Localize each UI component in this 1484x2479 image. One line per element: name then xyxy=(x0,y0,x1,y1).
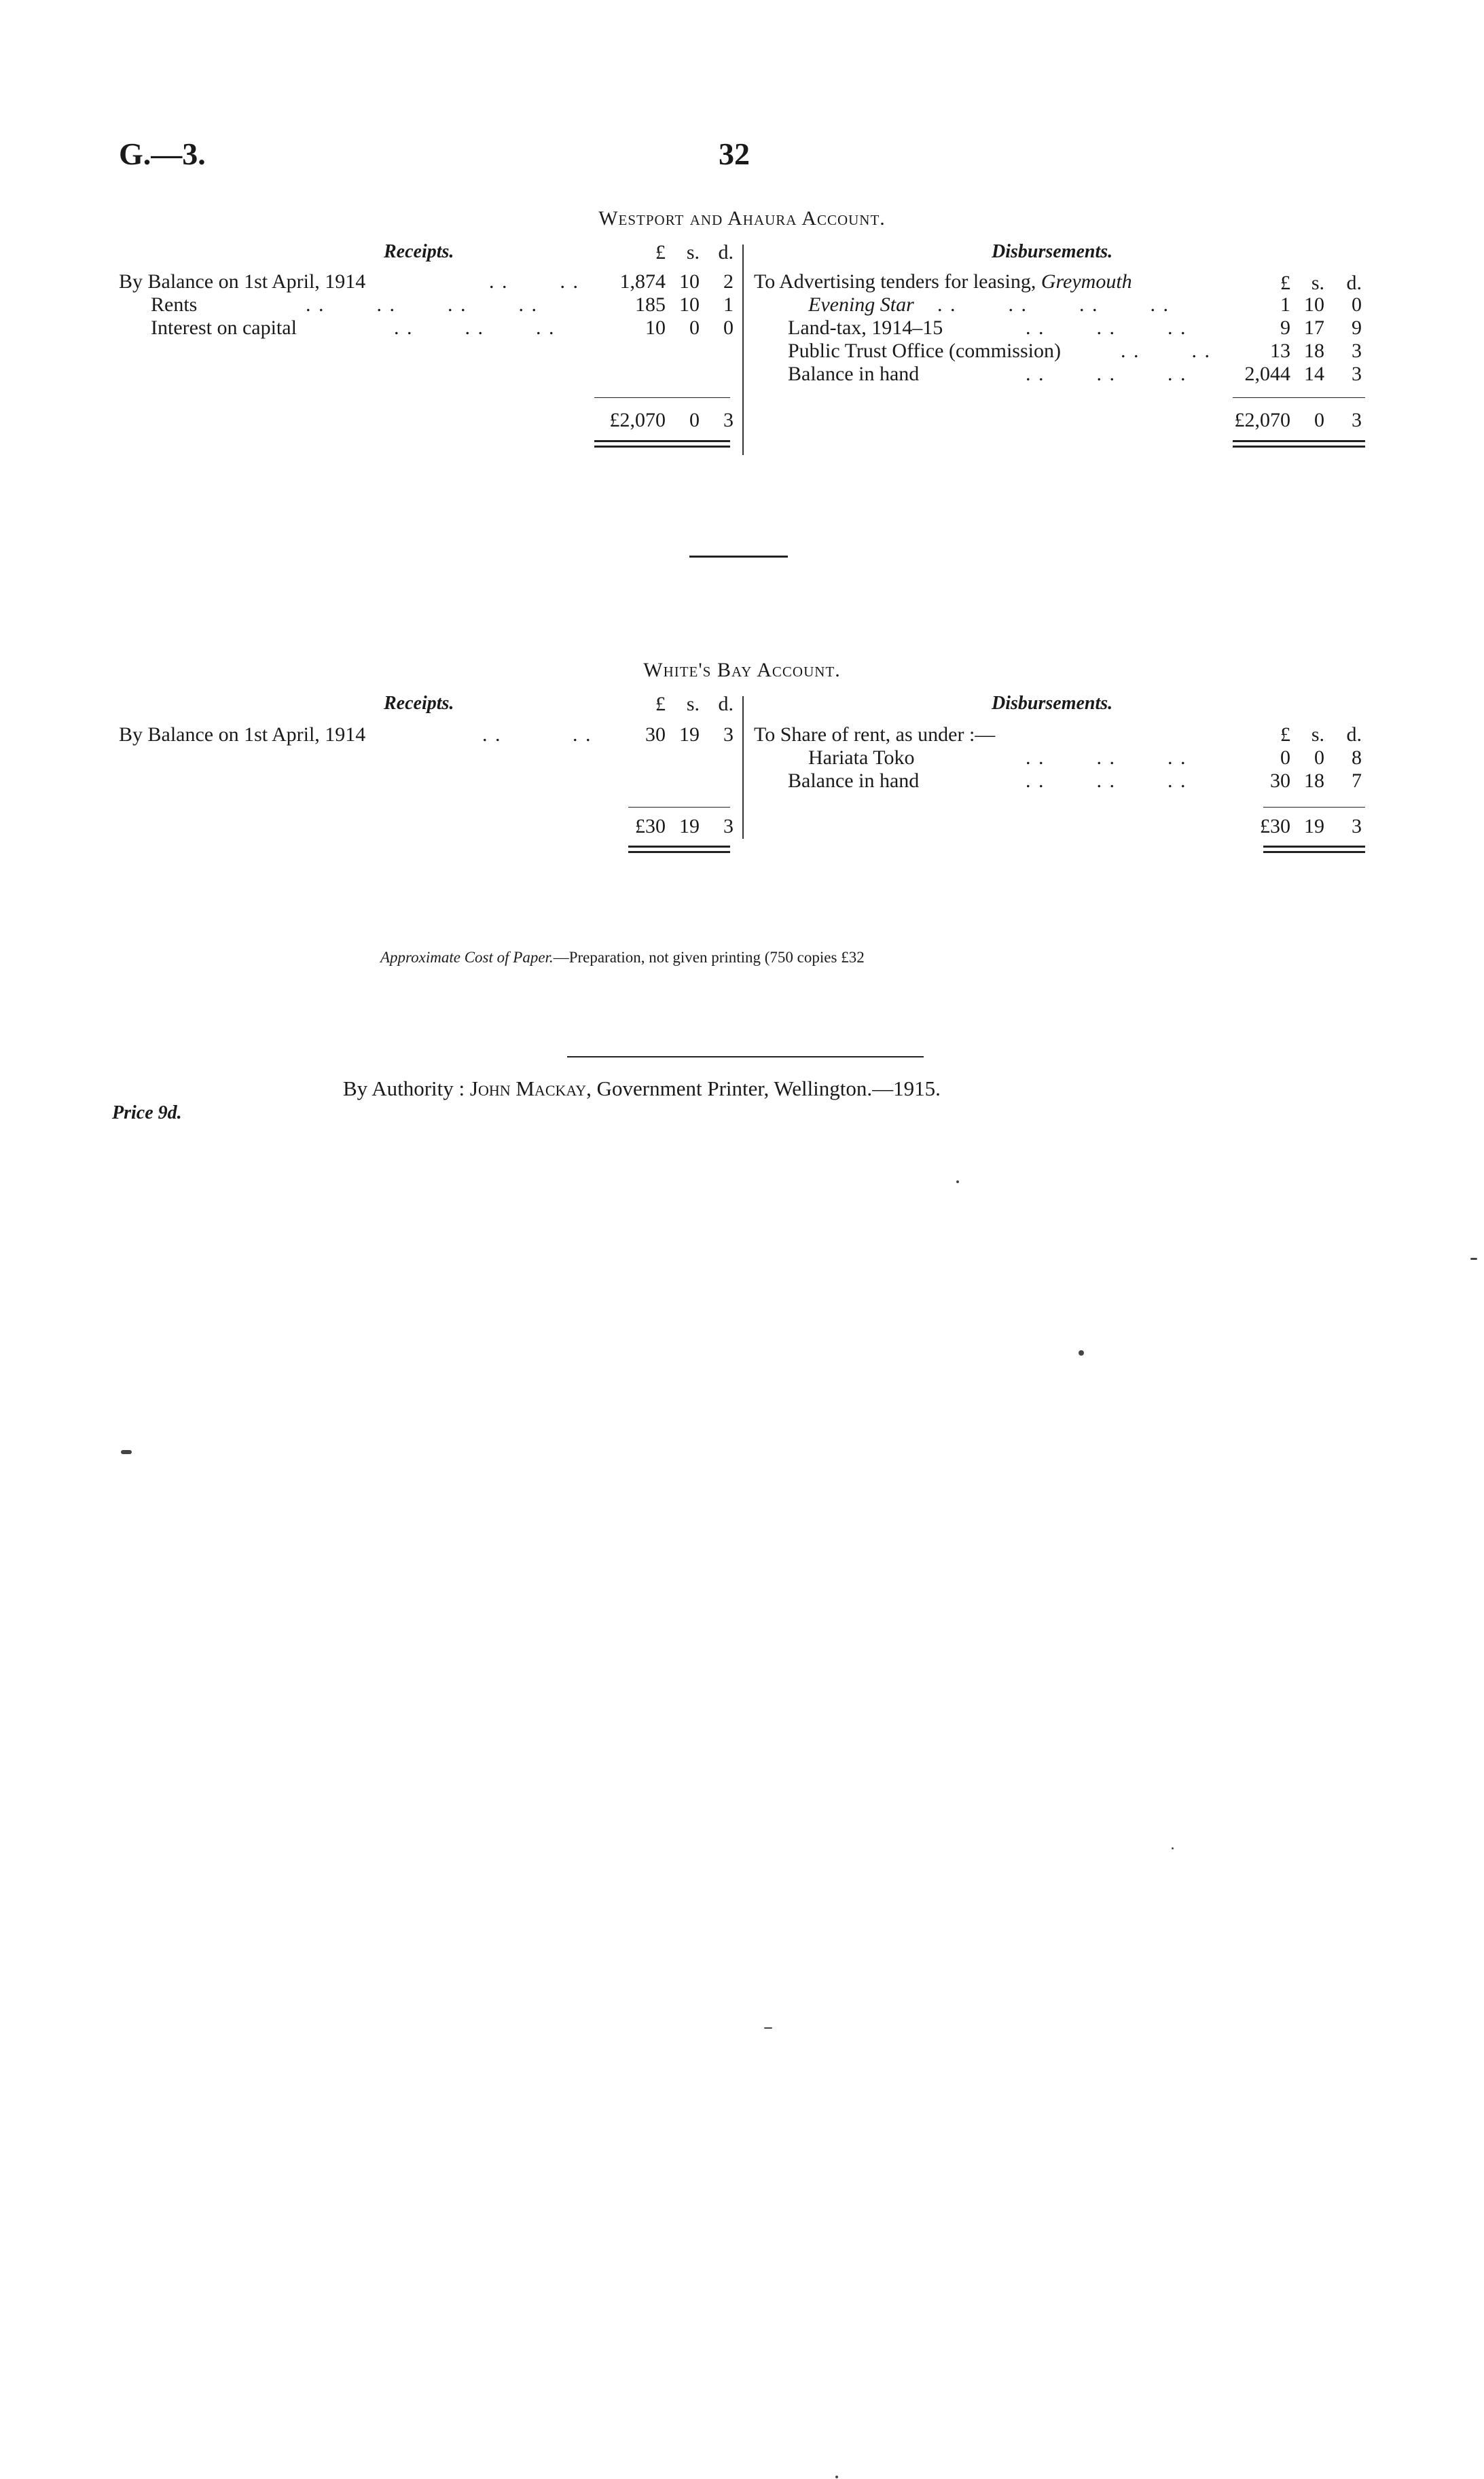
westport-receipts-shillings-header: s. xyxy=(686,241,700,264)
westport-disb-pounds: 13 xyxy=(1270,340,1290,362)
total-double-rule xyxy=(1233,440,1365,442)
westport-disb-total-pounds: £2,070 xyxy=(1234,409,1290,431)
westport-receipt-pounds: 10 xyxy=(645,316,666,339)
westport-receipts-total-shillings: 0 xyxy=(689,409,700,431)
total-double-rule xyxy=(628,846,730,848)
westport-disb-pounds: 2,044 xyxy=(1244,363,1290,385)
whites-bay-disb-total-pence: 3 xyxy=(1352,815,1362,837)
total-double-rule xyxy=(1263,846,1365,848)
leader-dots: . . . . xyxy=(489,270,579,293)
whites-bay-disb-label: Balance in hand xyxy=(788,770,920,792)
whites-bay-receipt-pence: 3 xyxy=(723,723,734,746)
westport-account-title: Westport and Ahaura Account. xyxy=(598,207,886,230)
whites-bay-disb-label: Hariata Toko xyxy=(808,746,915,769)
westport-receipt-pounds: 185 xyxy=(635,293,666,316)
whites-bay-receipt-pounds: 30 xyxy=(645,723,666,746)
westport-receipts-total-pence: 3 xyxy=(723,409,734,431)
authority-line xyxy=(343,1076,941,1101)
westport-disb-pence: 3 xyxy=(1352,363,1362,385)
westport-receipts-pounds-header: £ xyxy=(655,241,666,264)
westport-disb-line1 xyxy=(754,270,1132,293)
westport-disb-pounds-header: £ xyxy=(1280,272,1290,294)
subtotal-rule xyxy=(1263,807,1365,808)
westport-disb-label: Land-tax, 1914–15 xyxy=(788,316,943,339)
leader-dots: . . . . . . . . xyxy=(937,293,1170,316)
whites-bay-receipts-pounds-header: £ xyxy=(655,693,666,715)
whites-bay-receipts-pence-header: d. xyxy=(718,693,734,715)
westport-disb-pounds: 9 xyxy=(1280,316,1290,339)
document-code: G.—3. xyxy=(119,137,206,171)
westport-disb-line1-italic: Greymouth xyxy=(1040,270,1132,293)
whites-bay-disb-pounds: 0 xyxy=(1280,746,1290,769)
whites-bay-receipts-heading: Receipts. xyxy=(384,693,454,714)
whites-bay-disbursements-heading: Disbursements. xyxy=(992,693,1113,714)
cost-of-paper-note xyxy=(380,949,865,966)
leader-dots: . . . . . . xyxy=(1026,770,1187,792)
footer-rule xyxy=(567,1056,924,1057)
westport-disb-total-pence: 3 xyxy=(1352,409,1362,431)
westport-disb-label: Balance in hand xyxy=(788,363,920,385)
scan-speck xyxy=(1470,1258,1477,1260)
westport-disb-total-shillings: 0 xyxy=(1314,409,1324,431)
westport-disb-shillings: 17 xyxy=(1304,316,1324,339)
westport-receipt-pence: 1 xyxy=(723,293,734,316)
column-divider xyxy=(742,245,744,455)
westport-disb-pence-header: d. xyxy=(1346,272,1362,294)
whites-bay-disb-shillings: 18 xyxy=(1304,770,1324,792)
leader-dots: . . . . . . xyxy=(1026,363,1187,385)
whites-bay-receipt-shillings: 19 xyxy=(679,723,700,746)
whites-bay-receipts-shillings-header: s. xyxy=(686,693,700,715)
leader-dots: . . . . . . xyxy=(1026,316,1187,339)
whites-bay-disb-total-shillings: 19 xyxy=(1304,815,1324,837)
column-divider xyxy=(742,696,744,839)
whites-bay-disb-line1: To Share of rent, as under :— xyxy=(754,723,996,746)
whites-bay-disb-pence: 8 xyxy=(1352,746,1362,769)
westport-disb-label: Evening Star xyxy=(808,293,914,316)
subtotal-rule xyxy=(594,397,730,398)
whites-bay-disb-pounds-header: £ xyxy=(1280,723,1290,746)
page-number: 32 xyxy=(719,137,750,171)
westport-disb-shillings: 18 xyxy=(1304,340,1324,362)
price-label: Price 9d. xyxy=(112,1102,182,1123)
whites-bay-receipts-total-shillings: 19 xyxy=(679,815,700,837)
whites-bay-receipts-total-pence: 3 xyxy=(723,815,734,837)
subtotal-rule xyxy=(628,807,730,808)
westport-receipts-heading: Receipts. xyxy=(384,241,454,262)
westport-disb-pence: 3 xyxy=(1352,340,1362,362)
scan-speck xyxy=(1172,1847,1174,1849)
westport-receipt-label: Rents xyxy=(151,293,198,316)
whites-bay-disb-pence: 7 xyxy=(1352,770,1362,792)
whites-bay-disb-shillings-header: s. xyxy=(1311,723,1324,746)
total-double-rule xyxy=(594,440,730,442)
leader-dots: . . . . . . xyxy=(1026,746,1187,769)
westport-receipt-pounds: 1,874 xyxy=(619,270,666,293)
westport-disb-pence: 9 xyxy=(1352,316,1362,339)
total-double-rule xyxy=(1263,851,1365,853)
whites-bay-disb-total-pounds: £30 xyxy=(1260,815,1290,837)
westport-receipt-shillings: 10 xyxy=(679,270,700,293)
westport-receipt-shillings: 10 xyxy=(679,293,700,316)
subtotal-rule xyxy=(1233,397,1365,398)
scan-speck xyxy=(764,2027,772,2029)
westport-disb-shillings: 14 xyxy=(1304,363,1324,385)
westport-receipt-label: By Balance on 1st April, 1914 xyxy=(119,270,366,293)
printer-name: John Mackay xyxy=(469,1076,587,1100)
total-double-rule xyxy=(594,446,730,448)
cost-of-paper-label: Approximate Cost of Paper. xyxy=(380,949,554,966)
whites-bay-receipts-total-pounds: £30 xyxy=(635,815,666,837)
total-double-rule xyxy=(1233,446,1365,448)
total-double-rule xyxy=(628,851,730,853)
westport-disb-shillings-header: s. xyxy=(1311,272,1324,294)
westport-receipt-label: Interest on capital xyxy=(151,316,297,339)
leader-dots: . . . . xyxy=(1121,340,1211,362)
scan-speck xyxy=(956,1180,959,1183)
westport-receipts-pence-header: d. xyxy=(718,241,734,264)
westport-disb-shillings: 10 xyxy=(1304,293,1324,316)
authority-prefix: By Authority : xyxy=(343,1076,465,1100)
westport-disbursements-heading: Disbursements. xyxy=(992,241,1113,262)
westport-disb-pounds: 1 xyxy=(1280,293,1290,316)
section-separator xyxy=(689,556,788,558)
whites-bay-disb-shillings: 0 xyxy=(1314,746,1324,769)
leader-dots: . . . . . . xyxy=(394,316,556,339)
whites-bay-disb-pence-header: d. xyxy=(1346,723,1362,746)
whites-bay-receipt-label: By Balance on 1st April, 1914 xyxy=(119,723,366,746)
scan-speck xyxy=(835,2476,838,2478)
cost-of-paper-text: —Preparation, not given printing (750 copies £32 xyxy=(553,949,865,966)
authority-suffix: , Government Printer, Wellington.—1915. xyxy=(586,1076,941,1100)
westport-receipts-total-pounds: £2,070 xyxy=(609,409,666,431)
westport-receipt-shillings: 0 xyxy=(689,316,700,339)
scan-speck xyxy=(1079,1350,1084,1356)
westport-disb-line1-text: To Advertising tenders for leasing, xyxy=(754,270,1036,293)
westport-receipt-pence: 0 xyxy=(723,316,734,339)
leader-dots: . . . . . . . . xyxy=(306,293,538,316)
leader-dots: . . . . xyxy=(482,723,592,746)
westport-disb-pence: 0 xyxy=(1352,293,1362,316)
scan-speck xyxy=(121,1450,132,1454)
whites-bay-disb-pounds: 30 xyxy=(1270,770,1290,792)
whites-bay-account-title: White's Bay Account. xyxy=(643,659,841,681)
westport-receipt-pence: 2 xyxy=(723,270,734,293)
westport-disb-label: Public Trust Office (commission) xyxy=(788,340,1061,362)
